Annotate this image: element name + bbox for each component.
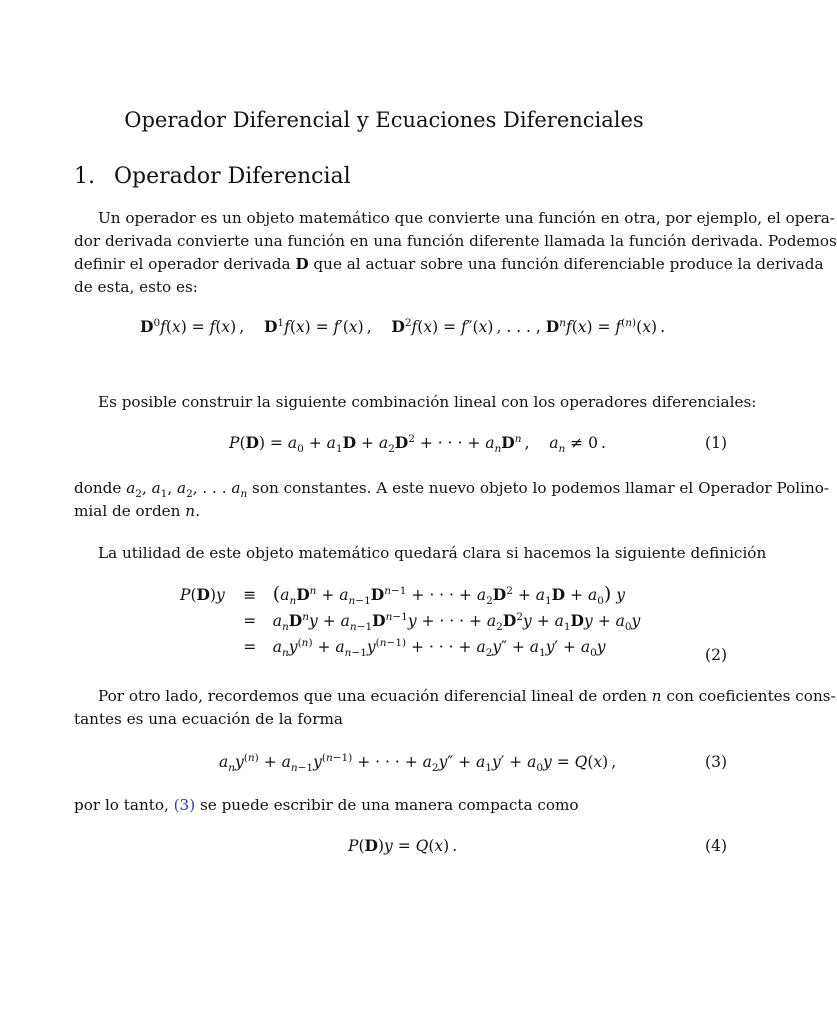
section-title: Operador Diferencial [114,164,351,189]
equation-number: (4) [705,837,727,855]
paragraph-intro [74,207,837,299]
section-heading [74,162,351,192]
page-title: Operador Diferencial y Ecuaciones Diferenciales [124,108,644,132]
paragraph-line: de esta, esto es: [74,278,198,296]
equation-line: = $a_ny^{(n)} + a_{n-1}y^{(n-1)}$ + · · · + $a_2y'' + a_1y' + a_0y$ [243,636,606,660]
equation-1: $P(D) = a_0 + a_1D + a_2D^2$ + · · · + $a_nD^n$ , $a_n \ne 0$ . [229,432,606,456]
equation-line: = $a_nD^ny + a_{n-1}D^{n-1}y$ + · · · + $a_2D^2y + a_1Dy + a_0y$ [243,610,641,634]
paragraph-line: mial de orden n. [74,502,200,520]
paragraph-line: Por otro lado, recordemos que una ecuación diferencial lineal de orden n con coeficientes cons- [98,687,836,705]
paragraph-line: Es posible construir la siguiente combinación lineal con los operadores diferenciales: [98,393,757,411]
paragraph-constants [74,477,830,523]
equation-4: P(D)y = Q(x) . [348,836,458,855]
paragraph-line: definir el operador derivada D que al actuar sobre una función diferenciable produce la derivada [74,255,824,273]
paragraph-line: tantes es una ecuación de la forma [74,710,343,728]
paragraph-line: La utilidad de este objeto matemático quedará clara si hacemos la siguiente definición [98,544,767,562]
equation-2 [180,581,640,660]
paragraph-line: Un operador es un objeto matemático que convierte una función en otra, por ejemplo, el opera- [98,209,835,227]
paragraph-linear-ode [74,685,836,731]
paragraph-combination [74,391,757,414]
paragraph-line: por lo tanto, (3) se puede escribir de una manera compacta como [74,796,579,814]
equation-number: (3) [705,753,727,771]
paragraph-compact [74,794,728,817]
equation-line: P(D)y ≡ ($a_nD^n + a_{n-1}D^{n-1}$ + · · · + $a_2D^2 + a_1D + a_0$) y [180,583,626,608]
paragraph-line: donde $a_2$, $a_1$, $a_2$, . . . $a_n$ son constantes. A este nuevo objeto lo podemos llamar el Operador Polino- [74,479,830,501]
equation-3: $a_ny^{(n)} + a_{n-1}y^{(n-1)}$ + · · · + $a_2y'' + a_1y' + a_0y = Q(x)$ , [219,751,617,775]
equation-derivatives: $D^0f(x) = f(x)$ , $D^1f(x) = f'(x)$ , $D^2f(x) = f''(x)$ , . . . , $D^nf(x) = f^{(n)}(x)$ . [140,316,666,336]
paragraph-utility [74,542,767,565]
section-number: 1. [74,164,95,189]
equation-number: (1) [705,434,727,452]
paragraph-line: dor derivada convierte una función en una función diferente llamada la función derivada. Podemos [74,232,837,250]
equation-number: (2) [705,646,727,664]
